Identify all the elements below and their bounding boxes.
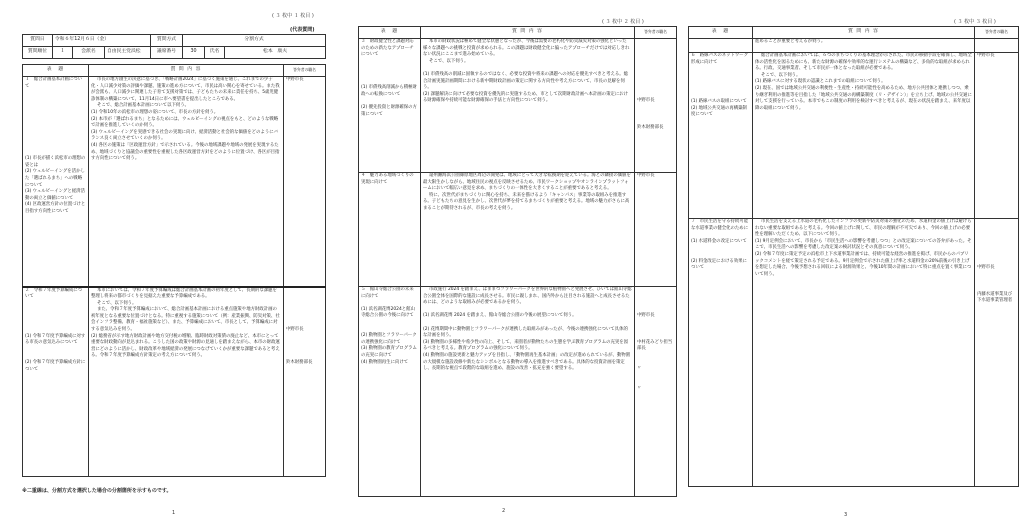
row-title: ５ 館山寺総合公園の未来に向けて bbox=[361, 287, 414, 299]
sub-text: (4) 各区の施策は「区政運営方針」で示されている。今後の地域課題や地域の発展を実現するため、地域づくりと協議会の重要性を重視した各区政運営方針をどのように位置づけ、各区が目指す方向性について伺う。 bbox=[91, 142, 280, 162]
answerer: 中野市長 bbox=[635, 173, 677, 287]
col-title: 表 題 bbox=[359, 27, 421, 39]
sub-text: (1) 路線バスに対する現状の認識とこれまでの取組について伺う。 bbox=[755, 79, 886, 85]
sub-title: (4) 区政運営方針の位置づけと目指す方向性について bbox=[25, 202, 86, 214]
row-text: 総合計画基本計画においては、６つのまちづくりの基本理念が示された。市民の移動手段を確保し、地域全体の活性化を図るためにも、新たな財源の確保や効率的な運行システムの構築など、多角的な取組が求められる。行政、交通事業者、そして市民が一体となった取組が必要である。 bbox=[755, 53, 972, 72]
col-content: 質 問 内 容 bbox=[753, 27, 975, 39]
question-table bbox=[22, 64, 326, 477]
question-row bbox=[23, 287, 326, 477]
row-text: 進めることが重要と考えるが伺う。 bbox=[753, 39, 975, 53]
sub-text: (2) 花博期間中に動物園とフラワーパークが連携した取組みがあったが、今後の連携強化について具体的な計画を伺う。 bbox=[423, 326, 628, 339]
question-table bbox=[688, 26, 1019, 487]
col-title: 表 題 bbox=[689, 27, 753, 39]
row-text: 市長の地方創生の決意に基づき、「戦略計画2024」に基づく施策を通じ、これまでの少子化・人口減少対策の評価や課題、施策の進め方について、市民は高い関心を寄せている。また我が会派も、人口減少に関連した子育て支援対策では、子どもたちの未来に責任を持ち、5歳児健診体制の構築について、11月14日に市へ要望書を提出したところである。 bbox=[91, 77, 280, 102]
sub-title: (1) 浜名湖花博2024と館山寺総合公園の今後に向けて bbox=[361, 306, 415, 319]
answerer: 〃 bbox=[637, 366, 642, 372]
answerer: 〃 bbox=[637, 385, 642, 391]
page-2 bbox=[352, 0, 682, 532]
question-row bbox=[359, 287, 677, 497]
row-text: 市政施行 2024 を踏まえ、はままつフラワーパークを世界的な植物園へと発展させ、ひいては館山寺総合公園全体を国際的な施設に成長させる。市民に親しまれ、国内外から注目される施設へと成長させるためには、どのような取組みが必要であるかを伺う。 bbox=[423, 287, 632, 306]
question-row bbox=[23, 77, 326, 287]
row-text: 遠州灘海浜公園篠原地区周辺の開発は、地域にとって大きな転換期を迎えている。海との隣接の価値を最大限生かしながら、地域住民の視点を反映させるため、市民ワークショップやオンラインプラットフォームにおいて幅広い意見を求め、まちづくりの一体性を大きくすることが重要であると考える。 bbox=[423, 173, 631, 192]
question-type-label: (代表質問) bbox=[290, 27, 315, 33]
col-answerer: 答弁者の職名 bbox=[284, 65, 326, 77]
question-row bbox=[359, 173, 677, 287]
header-table bbox=[22, 34, 326, 59]
row-text: 市民生活を支える上水道の老朽化したインフラの更新や防災対策の強化のため、水道料金の値上げは避けられない重要な取組であると考える。今回の値上げに関して、市民の理解が不可欠であり、今回の値上げの必要性を理解いただくため、以下について伺う。 bbox=[755, 219, 972, 238]
page-1 bbox=[0, 0, 345, 532]
col-content: 質 問 内 容 bbox=[89, 65, 284, 77]
sub-title: (2) 令和７年度予算編成方針について bbox=[25, 360, 86, 372]
row-text: そこで、総合計画基本計画について以下伺う。 bbox=[97, 103, 190, 109]
sub-text: (4) 動物園の施設更新と魅力アップを目指し、「動物園再生基本計画」の改定が進められているが、動物園の大規模な施設改修や新たなシンボルとなる動物の導入を推進すべきである。具体的な投資計画を策定し、長期的な視点で段階的な取組を進め、施設の改善・拡充を強く要望する。 bbox=[423, 352, 631, 372]
answerer: 中野市長 bbox=[637, 98, 655, 104]
sub-title: (3) ウェルビーイングと経済活動の両立と価値について bbox=[25, 189, 85, 201]
answerer: 鈴木財務部長 bbox=[286, 360, 313, 366]
sub-text: (1) 浜名湖花博 2024 を踏まえ、館山寺総合公園の今後の展望について伺う。 bbox=[423, 313, 577, 319]
row-text: そこで、以下伺う。 bbox=[429, 58, 469, 64]
sub-text: (1) 9月定例会において、市長から「市民生活への影響を考慮しつつ」との改定案についての答弁があった。そこで、市民生活への影響を考慮した改定案の検討状況とその真意について伺う。 bbox=[755, 238, 972, 251]
page-count: ( ３ 枚中 ２ 枚目 ) bbox=[602, 19, 644, 25]
sub-title: (4) 動物園再生に向けて bbox=[361, 359, 409, 365]
answerer: 中野市長 bbox=[975, 53, 1019, 219]
row-text: また、令和７年度予算編成において、総合計画基本計画における重点施策や地方財政計画の初年度となる重要な位置づけとなる。特に重視する施策について（例：産業振興、防災対策、社会インフラ整備、教育・福祉施策など）、また、予算編成において、市長として、予算編成に対する意気込みを伺う。 bbox=[91, 307, 280, 333]
row-title: ７ 市民生活を守る持続可能な水道事業の健全化のために bbox=[691, 219, 749, 231]
page-count: ( ３ 枚中 １ 枚目 ) bbox=[272, 13, 314, 19]
sub-title: (2) 地域公共交通の再構築制度について bbox=[691, 105, 747, 118]
answerer: 内藤水道事業及び下水道事業管理者 bbox=[977, 291, 1013, 304]
sub-text: (2) 現在、国では地域公共交通の利便性・生産性・持続可能性を高めるため、地方公共団体と連携しつつ、乗り継ぎ利用の推進等を目指した「地域公共交通の再構築制度（リ・デザイン）」を立ち上げ、地域の公共交通に対して支援を行っている。本市でもこの制度の利用を検討すべきと考えるが、現在の状況を踏まえ、来年度以降の取組について伺う。 bbox=[755, 85, 972, 111]
sub-title: (1) 市長が描く浜松市の理想の姿とは bbox=[25, 156, 86, 168]
sub-title: (1) 路線バスの取組について bbox=[691, 99, 747, 105]
col-title: 表 題 bbox=[23, 65, 89, 77]
answerer: 中村花みどり担当部長 bbox=[637, 339, 673, 352]
answerer: 中野市長 bbox=[637, 313, 655, 319]
name-value: 松本 康夫 bbox=[225, 47, 326, 59]
col-answerer: 答弁者の職名 bbox=[635, 27, 677, 39]
question-row bbox=[359, 39, 677, 173]
row-text: そこで、以下伺う。 bbox=[97, 300, 137, 306]
page-number: 2 bbox=[502, 508, 506, 514]
row-title: ４ 魅力ある地域づくりの実現に向けて bbox=[361, 173, 414, 185]
sub-text: (1) 令和10年の浜松市の理想の姿について、市長の方針を伺う。 bbox=[91, 109, 219, 115]
method-label: 質問方式 bbox=[151, 35, 183, 47]
answerer: 鈴木財務部長 bbox=[637, 124, 664, 130]
sub-title: (3) 動物園の教育プログラムの充実に向けて bbox=[361, 346, 417, 358]
date-label: 質問日 bbox=[23, 35, 53, 47]
question-row bbox=[689, 219, 1019, 487]
page-number: 1 bbox=[172, 510, 176, 516]
seat-value: 30 bbox=[183, 47, 205, 59]
sub-text: (1) 市債残高の削減に固執するのではなく、必要な投資や将来の課題への対応を優先すべきと考える。総合計画実施計画期間における新中期財政計画の策定に関する方向性や考え方について、市長の見解を伺う。 bbox=[423, 71, 629, 91]
sub-text: (2) 課題解決に向けて必要な投資を優先的に実施するため、市として次期財政計画へ本計画の策定における財源確保や持続可能な財源確保の手法と方向性について伺う。 bbox=[423, 91, 629, 104]
question-row bbox=[689, 53, 1019, 219]
sub-title: (1) 市債残高削減から積極財政への転換について bbox=[361, 85, 417, 97]
footnote: ※二重線は、分割方式を選択した場合の分割箇所を示すものです。 bbox=[22, 488, 172, 494]
question-table bbox=[358, 26, 677, 497]
sub-title: (2) 動物園とフラワーパークの連携強化に向けて bbox=[361, 333, 417, 345]
col-answerer: 答弁者の職名 bbox=[975, 27, 1019, 39]
sub-title: (2) ウェルビーイングを活かした「選ばれるまち」への戦略について bbox=[25, 169, 85, 188]
party-value: 自由民主党浜松 bbox=[105, 47, 151, 59]
date-value: 令和６年12月６日（金） bbox=[53, 35, 151, 47]
order-value: １ bbox=[53, 47, 73, 59]
page-number: 3 bbox=[844, 512, 848, 518]
row-title: ２ 令和７年度予算編成について bbox=[25, 287, 82, 300]
row-text: 本市においては、令和７年度予算編成は総合計画基本計画の初年度として、長期的な課題を整理し将来の都市づくりを見据えた重要な予算編成である。 bbox=[91, 287, 277, 300]
row-title: ３ 財政健全性と課題対応のための新たなアプローチについて bbox=[361, 39, 414, 58]
row-title: ６ 路線バスのネットワーク形成に向けて bbox=[691, 53, 749, 65]
answerer: 中野市長 bbox=[286, 327, 304, 333]
answerer: 中野市長 bbox=[284, 77, 326, 287]
sub-text: (3) 動物園の多様性や希少性の向上、そして、来園者が動物たちの生態を学ぶ教育プログラムの充実を図るべきと考える。教育プログラムの強化について伺う。 bbox=[423, 339, 629, 352]
sub-title: (2) 料金改定における効果について bbox=[691, 258, 747, 271]
seat-label: 議席番号 bbox=[151, 47, 183, 59]
row-text: 本市の財政状況は極めて健全な状態となったが、今後は需要の老朽化や防災減災対策の強化といった様々な課題への挑戦と投資が求められる。この課題は財政健全化に偏ったアプローチだけでは対応しきれない状況にここまで進み始めている。 bbox=[423, 39, 630, 58]
row-title: １ 総合計画基本計画について bbox=[25, 77, 82, 89]
row-text: 特に、次世代がまちづくりに関心を持ち、未来を描けるよう「キャンパス」事業等の取組みを推進する。子どもたちの意見を生かし、次世代が夢を持てるまちづくりが重要と考える。地域の魅力がさらに高まることが期待されるが、市長の考えを伺う。 bbox=[423, 192, 630, 211]
name-label: 氏名 bbox=[205, 47, 225, 59]
row-text: そこで、以下伺う。 bbox=[761, 72, 801, 78]
page-3 bbox=[686, 0, 1024, 532]
party-label: 会派名 bbox=[73, 47, 105, 59]
col-content: 質 問 内 容 bbox=[421, 27, 635, 39]
question-row bbox=[689, 39, 1019, 53]
sub-text: (2) 本市が「選ばれるまち」となるためには、ウェルビーイングの視点をもと、どのような戦略で計画を推進していくのか伺う。 bbox=[91, 116, 279, 129]
answerer: 中野市長 bbox=[977, 265, 995, 271]
sub-text: (2) 総務省が示す地方財政計画や地方交付税の増額、臨時財政対策債の廃止など、本市にとって重要な財政動向が見込まれる。こうした国の政策や財源の見通しを踏まえながら、本市の財政運営にどのように活かし、財政改革や地域経済の発展につなげていくかが重要な課題であると考える。令和７年度予算編成方針策定の考え方について伺う。 bbox=[91, 333, 280, 359]
sub-text: (3) ウェルビーイングを実感できる社会の実現に向け、経済活動と社会的な価値をどのようにバランス良く両立させていくのか伺う。 bbox=[91, 129, 279, 142]
method-value: 分割方式 bbox=[183, 35, 326, 47]
sub-title: (1) 令和７年度予算編成に対する市長の意気込みについて bbox=[25, 333, 86, 346]
order-label: 質問順位 bbox=[23, 47, 53, 59]
sub-title: (2) 優先投資と財源確保の方策について bbox=[361, 104, 417, 117]
sub-text: (2) 令和７年度に策定予定の浜松市上下水道事業計画では、持続可能な経営の推進を掲げ、市民からのパブリックコメントを経て策定される予定である。9月定例会で示された値上げ率と水道料金の20%前後の引き上げを想定した場合、今後予想される回収による財源効果と、今後10年間の計画において特に重点を置く事業について伺う。 bbox=[755, 251, 972, 277]
sub-title: (1) 水道料金の改定について bbox=[691, 238, 747, 244]
page-count: ( ３ 枚中 ３ 枚目 ) bbox=[954, 19, 996, 25]
